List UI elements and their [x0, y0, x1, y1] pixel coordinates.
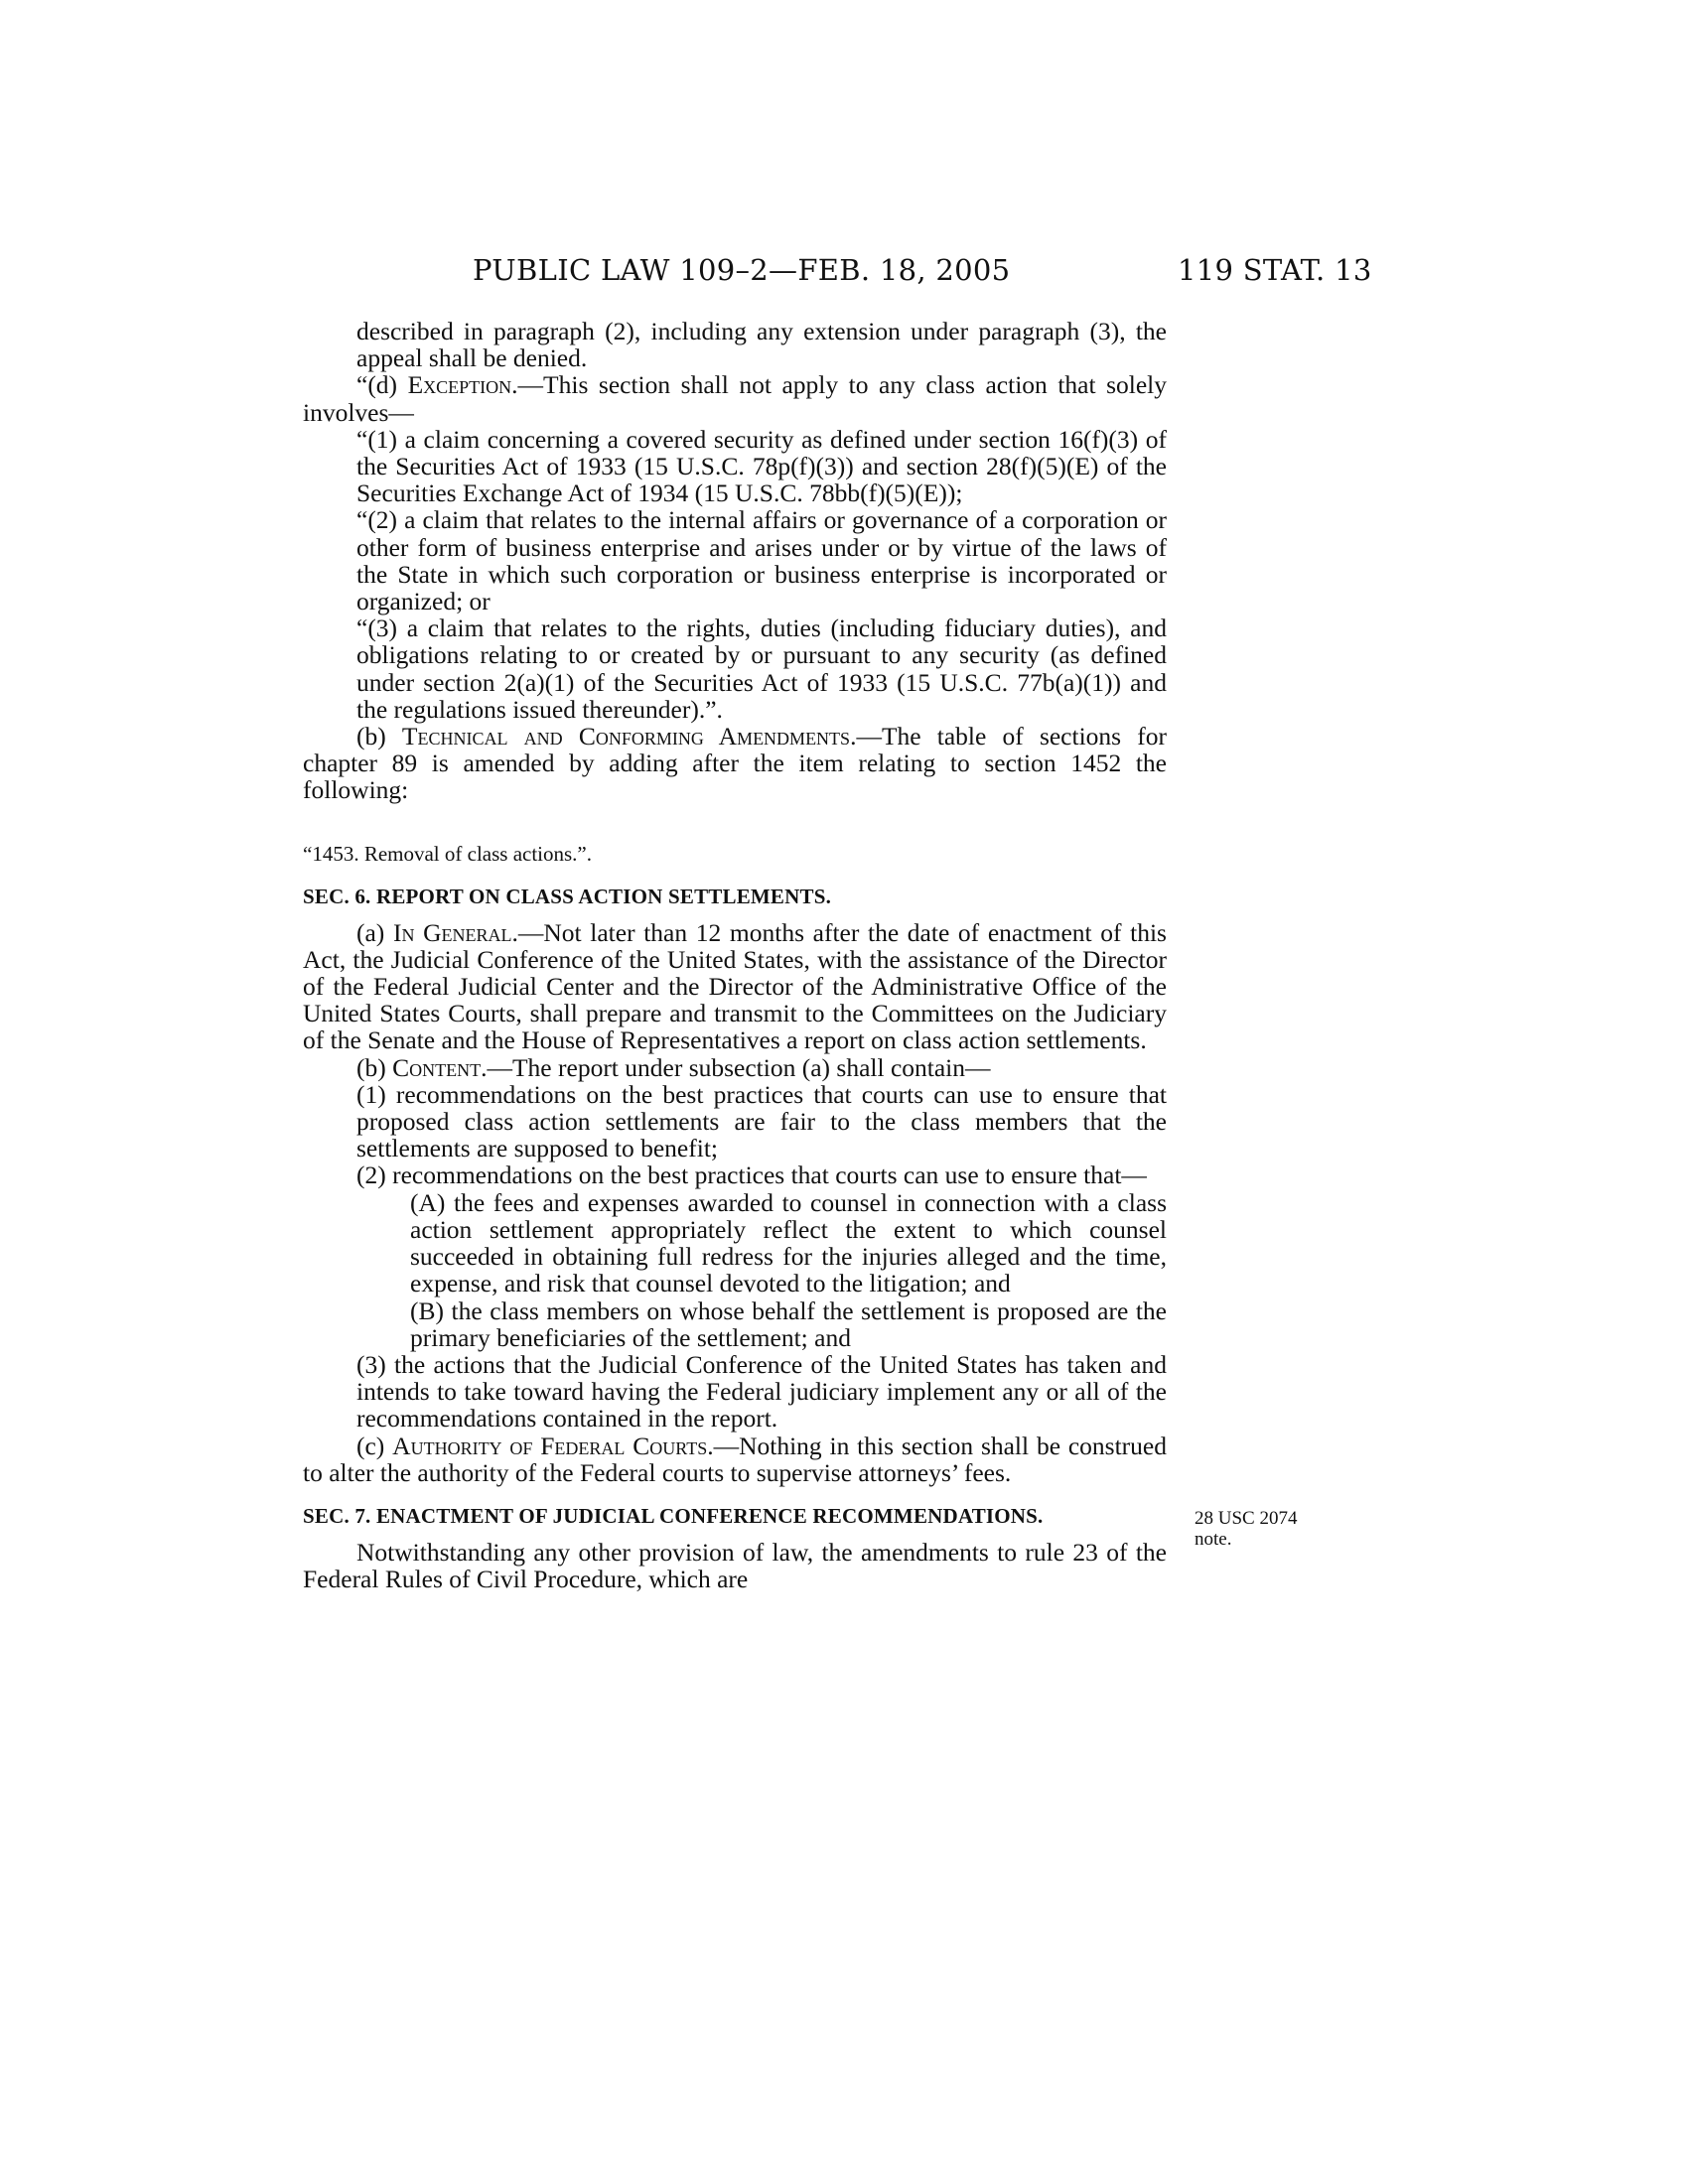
main-text-column: [303, 317, 1298, 1594]
section-7-text: Notwithstanding any other provision of law, the amendments to rule 23 of the Federal Rules of Civil Procedure, which are: [303, 1537, 1167, 1594]
paragraph-6b1: (1) recommendations on the best practices that courts can use to ensure that proposed class action settlements are fair to the class members that the settlements are supposed to benefit;: [356, 1079, 1167, 1163]
paragraph-6b2: (2) recommendations on the best practices that courts can use to ensure that—: [356, 1160, 1147, 1190]
section-6-subsection-c: (c) Authority of Federal Courts.—Nothing in this section shall be construed to alter the authority of the Federal courts to supervise attorneys’ fees.: [303, 1431, 1167, 1487]
section-7: [303, 1503, 1298, 1594]
paragraph-6b3: (3) the actions that the Judicial Conference of the United States has taken and intends to take toward having the Federal judiciary implement any or all of the recommendations contained in the report.: [356, 1349, 1167, 1433]
section-6b-heading: Content: [392, 1052, 482, 1082]
paragraph-d2: “(2) a claim that relates to the internal affairs or governance of a corporation or other form of business enterprise and arises under or by virtue of the laws of the State in which such corporation or business enterprise is incorporated or organized; or: [356, 505, 1167, 616]
page-number: 119 STAT. 13: [1178, 253, 1372, 287]
subsection-d-heading: Exception: [407, 370, 512, 400]
paragraph-d1: “(1) a claim concerning a covered security as defined under section 16(f)(3) of the Securities Act of 1933 (15 U.S.C. 78p(f)(3)) and section 28(f)(5)(E) of the Securities Exchange Act of 1934 (15 U.S.C. 78bb(f)(5)(E));: [356, 424, 1167, 508]
subsection-d: “(d) Exception.—This section shall not apply to any class action that solely involves—: [303, 370, 1167, 427]
margin-note: 28 USC 2074 note.: [1195, 1507, 1298, 1550]
page-header: [0, 253, 1688, 293]
section-7-heading: SEC. 7. ENACTMENT OF JUDICIAL CONFERENCE RECOMMENDATIONS.: [303, 1503, 1044, 1528]
subparagraph-6b2B: (B) the class members on whose behalf the settlement is proposed are the primary beneficiaries of the settlement; and: [410, 1296, 1167, 1352]
subsection-b-heading: Technical and Conforming Amendments: [401, 722, 851, 751]
section-6-subsection-b: (b) Content.—The report under subsection (a) shall contain—: [356, 1052, 991, 1082]
section-6-subsection-a: (a) In General.—Not later than 12 months after the date of enactment of this Act, the Judicial Conference of the United States, with the assistance of the Director of the Federal Judicial Center and the Director of the Administrative Office of the United States Courts, shall prepare and transmit to the Committees on the Judiciary of the Senate and the House of Representatives a report on class action settlements.: [303, 917, 1167, 1055]
paragraph-d3: “(3) a claim that relates to the rights, duties (including fiduciary duties), and obligations relating to or created by or pursuant to any security (as defined under section 2(a)(1) of the Securities Act of 1933 (15 U.S.C. 77b(a)(1)) and the regulations issued thereunder).”.: [356, 614, 1167, 724]
section-6c-heading: Authority of Federal Courts: [392, 1431, 708, 1460]
subsection-b: (b) Technical and Conforming Amendments.—The table of sections for chapter 89 is amended by adding after the item relating to section 1452 the following:: [303, 722, 1168, 805]
paragraph-continuation: described in paragraph (2), including any extension under paragraph (3), the appeal shall be denied.: [356, 317, 1167, 373]
running-head: PUBLIC LAW 109–2—FEB. 18, 2005: [473, 253, 1011, 287]
subparagraph-6b2A: (A) the fees and expenses awarded to counsel in connection with a class action settlement appropriately reflect the extent to which counsel succeeded in obtaining full redress for the injuries alleged and the time, expense, and risk that counsel devoted to the litigation; and: [410, 1187, 1167, 1298]
table-of-sections-item: “1453. Removal of class actions.”.: [303, 841, 593, 866]
section-6a-heading: In General: [392, 917, 512, 947]
section-6-heading: SEC. 6. REPORT ON CLASS ACTION SETTLEMENTS.: [303, 884, 832, 908]
